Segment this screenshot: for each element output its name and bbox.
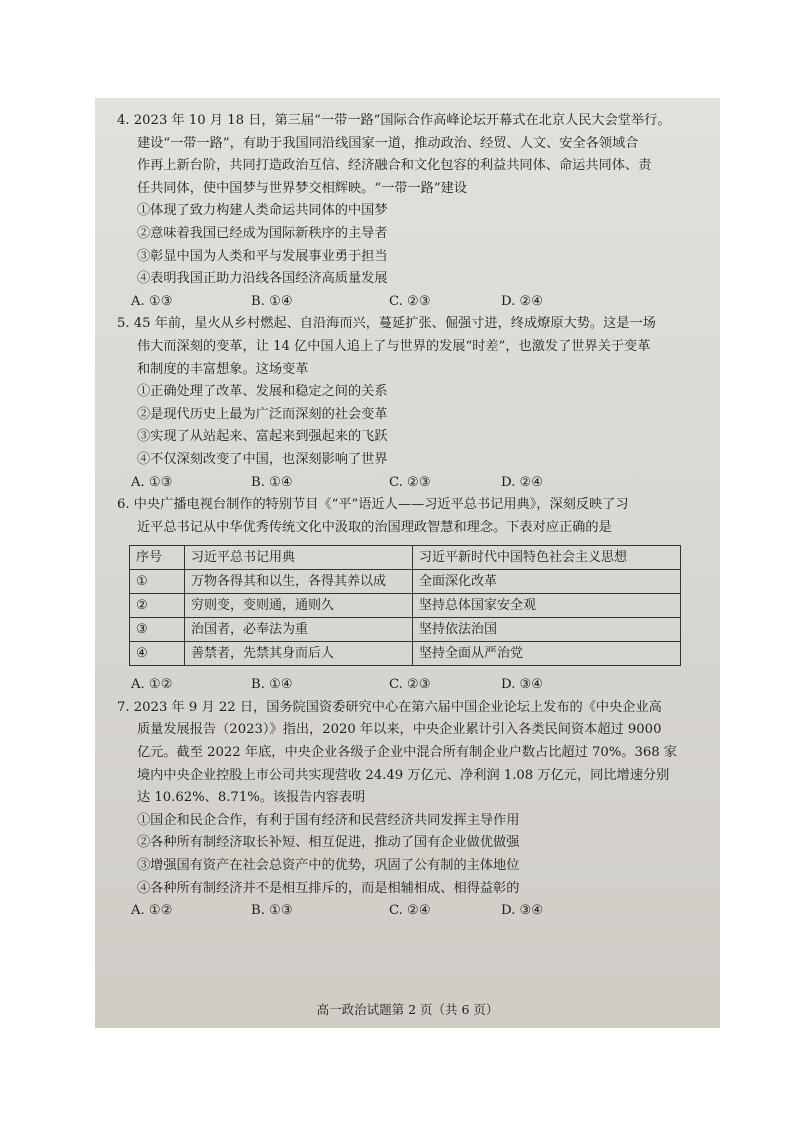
question-7-stem-line: 7. 2023 年 9 月 22 日，国务院国资委研究中心在第六届中国企业论坛上发布的《中央企业高 [117,699,662,715]
question-5-stem-line: 和制度的丰富想象。这场变革 [137,361,309,377]
table-cell: 万物各得其和以生，各得其养以成 [185,570,413,594]
table-cell: 坚持依法治国 [413,618,681,642]
question-5-statement: ④不仅深刻改变了中国，也深刻影响了世界 [137,451,388,467]
choice-c: C. ②④ [389,903,431,919]
choice-b: B. ①④ [251,293,293,309]
question-4-statement: ④表明我国正助力沿线各国经济高质量发展 [137,271,388,287]
question-6-choices [117,674,704,697]
question-4 [117,110,704,313]
choice-c: C. ②③ [389,474,431,490]
question-7-statement: ②各种所有制经济取长补短、相互促进，推动了国有企业做优做强 [137,835,520,851]
question-7-choices [117,900,704,923]
question-4-choices [117,291,704,314]
choice-c: C. ②③ [389,293,431,309]
question-5 [117,313,704,494]
question-4-stem-line: 作再上新台阶，共同打造政治互信、经济融合和文化包容的利益共同体、命运共同体、责 [137,158,652,174]
question-4-stem-line: 4. 2023 年 10 月 18 日，第三届“一带一路”国际合作高峰论坛开幕式在北京人民大会堂举行。 [117,113,671,128]
table-cell: 治国者，必奉法为重 [185,618,413,642]
question-6-stem-line: 6. 中央广播电视台制作的特别节目《“平”语近人——习近平总书记用典》，深刻反映了习 [117,497,629,513]
quotation-table [129,545,681,666]
choice-a: A. ①② [131,903,173,919]
table-cell: 坚持总体国家安全观 [413,594,681,618]
table-row [130,570,681,594]
question-4-statement: ③彰显中国为人类和平与发展事业勇于担当 [137,248,388,264]
question-7-stem-line: 质量发展报告（2023）》指出，2020 年以来，中央企业累计引入各类民间资本超过 9000 [137,722,662,738]
table-header-row [130,546,681,570]
choice-a: A. ①③ [131,293,173,309]
choice-c: C. ②③ [389,677,431,693]
question-5-statement: ③实现了从站起来、富起来到强起来的飞跃 [137,429,388,445]
table-row [130,594,681,618]
choice-b: B. ①④ [251,474,293,490]
table-cell: ① [130,570,185,594]
table-cell: ④ [130,642,185,666]
question-7-statement: ③增强国有资产在社会总资产中的优势，巩固了公有制的主体地位 [137,858,520,874]
question-5-stem-line: 5. 45 年前，星火从乡村燃起、自沿海而兴，蔓延扩张、倔强寸进，终成燎原大势。这是一场 [117,316,656,332]
table-cell: 坚持全面从严治党 [413,642,681,666]
question-6 [117,494,704,697]
choice-d: D. ③④ [501,677,544,693]
table-cell: ② [130,594,185,618]
choice-a: A. ①② [131,677,173,693]
question-7-statement: ①国企和民企合作，有利于国有经济和民营经济共同发挥主导作用 [137,812,520,828]
exam-page [95,98,720,1028]
question-4-stem-line: 建设“一带一路”，有助于我国同沿线国家一道，推动政治、经贸、人文、安全各领域合 [137,135,639,151]
page-footer: 高一政治试题第 2 页（共 6 页） [316,1002,499,1018]
table-cell: 全面深化改革 [413,570,681,594]
question-5-stem-line: 伟大而深刻的变革，让 14 亿中国人追上了与世界的发展“时差”，也激发了世界关于变革 [137,338,651,354]
question-7 [117,697,704,923]
choice-d: D. ②④ [501,293,544,309]
question-5-statement: ①正确处理了改革、发展和稳定之间的关系 [137,384,388,400]
question-5-choices [117,472,704,495]
choice-d: D. ③④ [501,903,544,919]
question-7-stem-line: 达 10.62%、8.71%。该报告内容表明 [137,790,366,806]
question-4-statement: ①体现了致力构建人类命运共同体的中国梦 [137,203,388,219]
question-4-statement: ②意味着我国已经成为国际新秩序的主导者 [137,225,388,241]
table-header: 习近平新时代中国特色社会主义思想 [413,546,681,570]
table-cell: 穷则变，变则通，通则久 [185,594,413,618]
table-cell: ③ [130,618,185,642]
question-5-statement: ②是现代历史上最为广泛而深刻的社会变革 [137,406,388,422]
table-row [130,618,681,642]
question-7-statement: ④各种所有制经济并不是相互排斥的，而是相辅相成、相得益彰的 [137,880,520,896]
choice-a: A. ①③ [131,474,173,490]
question-4-stem-line: 任共同体，使中国梦与世界梦交相辉映。“一带一路”建设 [137,180,467,196]
choice-b: B. ①④ [251,677,293,693]
question-6-stem-line: 近平总书记从中华优秀传统文化中汲取的治国理政智慧和理念。下表对应正确的是 [137,519,612,535]
question-7-stem-line: 亿元。截至 2022 年底，中央企业各级子企业中混合所有制企业户数占比超过 70%。368 家 [137,745,677,761]
table-header: 习近平总书记用典 [185,546,413,570]
question-7-stem-line: 境内中央企业控股上市公司共实现营收 24.49 万亿元、净利润 1.08 万亿元，同比增速分别 [137,767,670,783]
choice-d: D. ②④ [501,474,544,490]
table-cell: 善禁者，先禁其身而后人 [185,642,413,666]
choice-b: B. ①③ [251,903,293,919]
table-row [130,642,681,666]
table-header: 序号 [130,546,185,570]
